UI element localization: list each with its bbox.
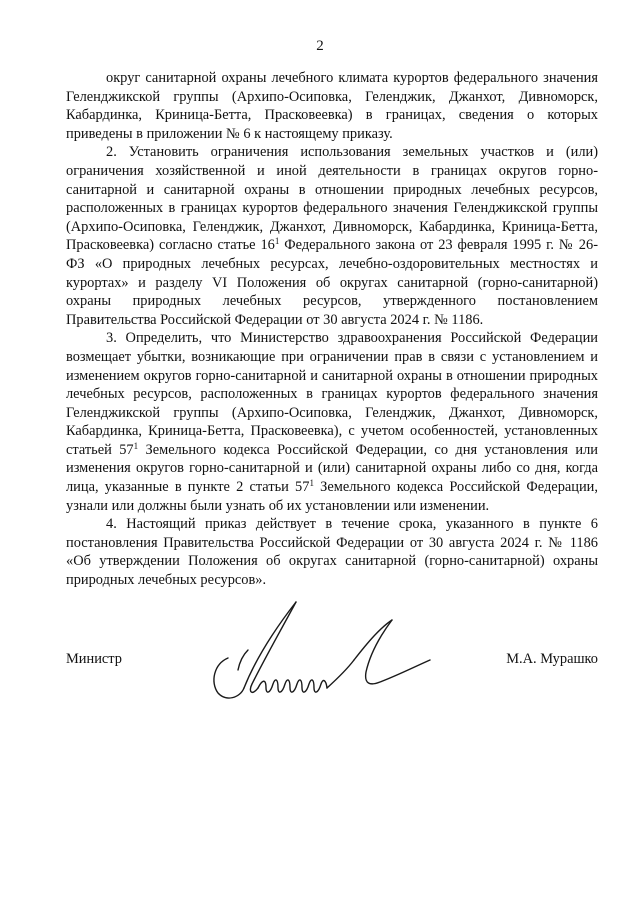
paragraph-3 <box>66 329 598 515</box>
paragraph-4: 4. Настоящий приказ действует в течение срока, указанного в пункте 6 постановления Правительства Российской Федерации от 30 августа 2024 г. № 1186 «Об утверждении Положения об округах санитарной (горно-санитарной) охраны природных лечебных ресурсов». <box>66 516 598 589</box>
paragraph-3-text-after: Земельного кодекса Российской Федерации, узнали или должны были узнать об их установлении или изменении. <box>66 479 598 514</box>
paragraph-3-text-middle: Земельного кодекса Российской Федерации, со дня установления или изменения округов горно-санитарной и (или) санитарной охраны либо со дня, когда лица, указанные в пункте 2 статьи 57 <box>66 441 598 496</box>
superscript: 1 <box>309 478 314 489</box>
paragraph-2-text-before: 2. Установить ограничения использования земельных участков и (или) ограничения хозяйственной и иной деятельности в границах округов горно-санитарной и санитарной охраны в отношении природных лечебных ресурсов, расположенных в границах курортов федерального значения Геленджикской группы (Архипо-Осиповка, Геленджик, Джанхот, Дивноморск, Кабардинка, Криница-Бетта, Прасковеевка) согласно статье 16 <box>66 144 598 254</box>
paragraph-1-continuation: округ санитарной охраны лечебного климата курортов федерального значения Геленджикской группы (Архипо-Осиповка, Геленджик, Джанхот, Дивноморск, Кабардинка, Криница-Бетта, Прасковеевка) в границах, сведения о которых приведены в приложении № 6 к настоящему приказу. <box>66 70 598 142</box>
paragraph-2 <box>66 143 598 329</box>
position-label: Министр <box>66 651 122 667</box>
paragraph-3-text-before: 3. Определить, что Министерство здравоохранения Российской Федерации возмещает убытки, возникающие при ограничении прав в связи с установлением и изменением округов горно-санитарной и санитарной охраны в отношении природных лечебных ресурсов, расположенных в границах курортов федерального значения Геленджикской группы (Архипо-Осиповка, Геленджик, Джанхот, Дивноморск, Кабардинка, Криница-Бетта, Прасковеевка), с учетом особенностей, установленных статьей 57 <box>66 330 598 458</box>
handwritten-signature <box>200 598 440 708</box>
paragraph-2-text-after: Федерального закона от 23 февраля 1995 г. № 26-ФЗ «О природных лечебных ресурсах, лечебно-оздоровительных местностях и курортах» и разделу VI Положения об округах санитарной (горно-санитарной) охраны природных лечебных ресурсов, утвержденного постановлением Правительства Российской Федерации от 30 августа 2024 г. № 1186. <box>66 237 598 328</box>
signer-name: М.А. Мурашко <box>506 651 598 667</box>
document-body <box>66 69 598 590</box>
superscript: 1 <box>133 440 139 451</box>
superscript: 1 <box>274 236 280 247</box>
page-number: 2 <box>316 38 324 54</box>
